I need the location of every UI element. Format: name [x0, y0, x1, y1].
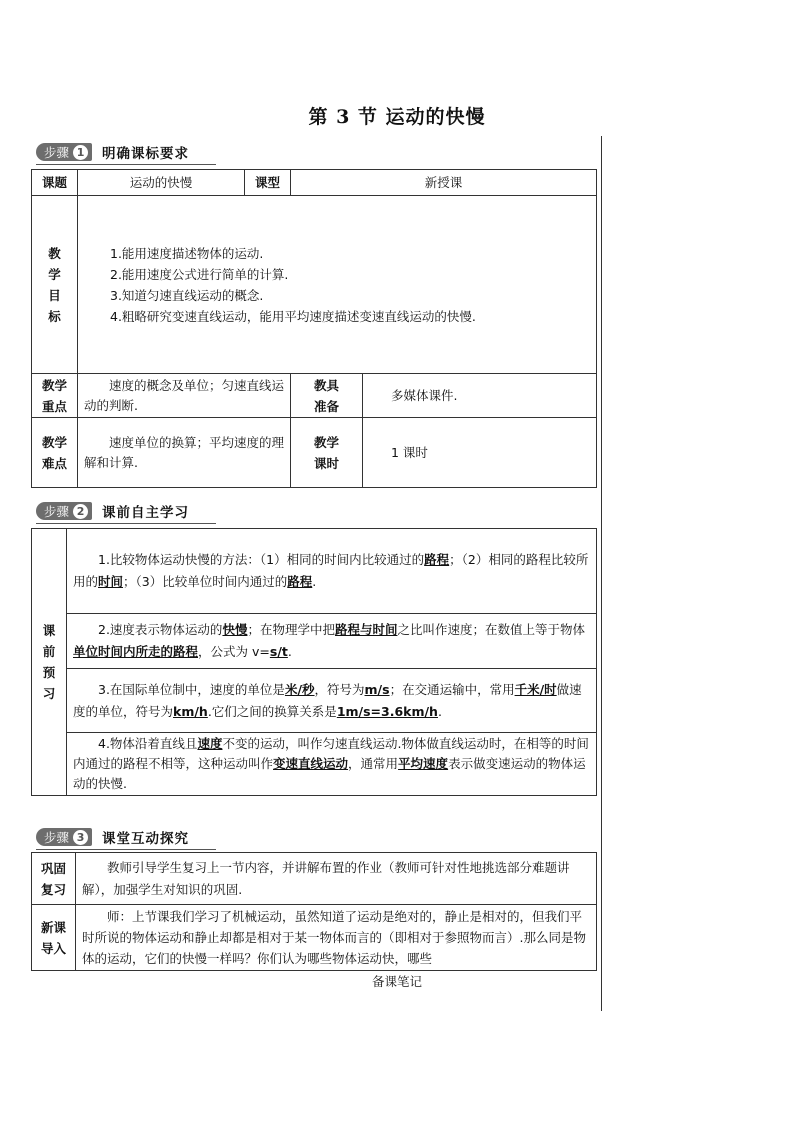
objectives-list [78, 196, 597, 374]
step-1-header [36, 141, 189, 163]
difficulty-value: 速度单位的换算；平均速度的理解和计算. [78, 418, 291, 488]
intro-text: 师：上节课我们学习了机械运动，虽然知道了运动是绝对的，静止是相对的，但我们平时所说的物体运动和静止却都是相对于某一物体而言的（即相对于参照物而言）.那么同是物体的运动，它们的快慢一样吗？你们认为哪些物体运动快，哪些 [76, 905, 597, 971]
preview-label: 课 前 预 习 [32, 529, 67, 796]
intro-label: 新课 导入 [32, 905, 76, 971]
preview-item-1: 1.比较物体运动快慢的方法：（1）相同的时间内比较通过的路程；（2）相同的路程比较所用的时间；（3）比较单位时间内通过的路程. [67, 529, 597, 614]
table-preview [31, 528, 597, 796]
step-underline [36, 849, 216, 850]
step-label: 课前自主学习 [102, 505, 190, 521]
hours-value: 1 课时 [363, 418, 597, 488]
objectives-label: 教 学 目 标 [32, 196, 78, 374]
table-classroom [31, 852, 597, 971]
objective-item: 2.能用速度公式进行简单的计算. [110, 266, 289, 282]
review-text: 教师引导学生复习上一节内容，并讲解布置的作业（教师可针对性地挑选部分难题讲解），加强学生对知识的巩固. [76, 853, 597, 905]
type-label: 课型 [245, 170, 291, 196]
notes-margin-line [601, 136, 602, 1011]
step-underline [36, 523, 216, 524]
preview-item-4: 4.物体沿着直线且速度不变的运动，叫作匀速直线运动.物体做直线运动时，在相等的时间内通过的路程不相等，这种运动叫作变速直线运动，通常用平均速度表示做变速运动的物体运动的快慢. [67, 733, 597, 796]
step-number-icon: 2 [73, 504, 88, 519]
key-points-label: 教学 重点 [32, 374, 78, 418]
table-course-requirements [31, 169, 597, 488]
objective-item: 4.粗略研究变速直线运动，能用平均速度描述变速直线运动的快慢. [110, 308, 476, 324]
objective-item: 3.知道匀速直线运动的概念. [110, 287, 264, 303]
type-value: 新授课 [291, 170, 597, 196]
difficulty-label: 教学 难点 [32, 418, 78, 488]
step-underline [36, 164, 216, 165]
preview-item-3: 3.在国际单位制中，速度的单位是米/秒，符号为m/s；在交通运输中，常用千米/时做速度的单位，符号为km/h.它们之间的换算关系是1m/s=3.6km/h. [67, 669, 597, 733]
tools-value: 多媒体课件. [363, 374, 597, 418]
step-label: 课堂互动探究 [102, 831, 190, 847]
step-badge: 步骤 3 [36, 828, 92, 846]
preview-item-2: 2.速度表示物体运动的快慢；在物理学中把路程与时间之比叫作速度；在数值上等于物体单位时间内所走的路程，公式为 v=s/t. [67, 614, 597, 669]
topic-value: 运动的快慢 [78, 170, 245, 196]
tools-label: 教具 准备 [291, 374, 363, 418]
step-badge: 步骤 2 [36, 502, 92, 520]
topic-label: 课题 [32, 170, 78, 196]
objective-item: 1.能用速度描述物体的运动. [110, 245, 264, 261]
step-3-header [36, 826, 189, 848]
step-2-header [36, 500, 189, 522]
step-number-icon: 1 [73, 145, 88, 160]
page-title: 第 3 节 运动的快慢 [308, 106, 486, 128]
footer-notes: 备课笔记 [371, 974, 422, 989]
step-number-icon: 3 [73, 830, 88, 845]
hours-label: 教学 课时 [291, 418, 363, 488]
step-label: 明确课标要求 [102, 146, 190, 162]
step-badge: 步骤 1 [36, 143, 92, 161]
key-points-value: 速度的概念及单位；匀速直线运动的判断. [78, 374, 291, 418]
review-label: 巩固 复习 [32, 853, 76, 905]
